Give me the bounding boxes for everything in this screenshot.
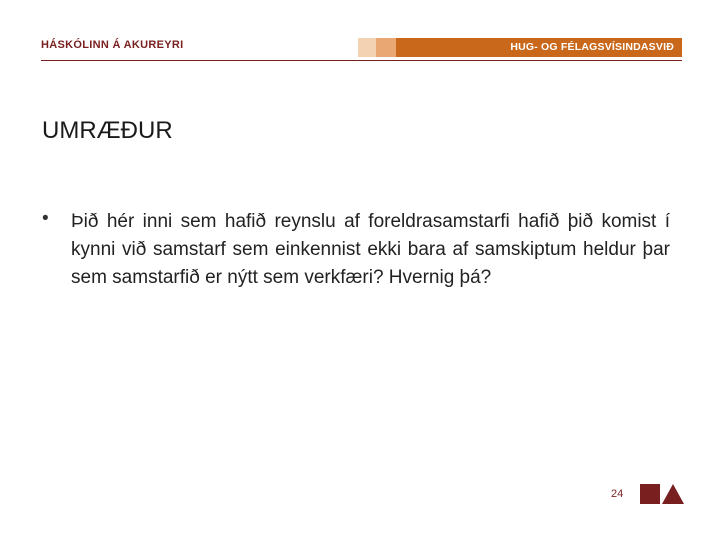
bullet-item: Þið hér inni sem hafið reynslu af foreldrasamstarfi hafið þið komist í kynni við samstarf sem einkennist ekki bara af samskiptum heldur þar sem samstarfið er nýtt sem verkfæri? Hvernig þá? bbox=[71, 211, 670, 288]
slide-title: UMRÆÐUR bbox=[42, 117, 173, 144]
faculty-name: HUG- OG FÉLAGSVÍSINDASVIÐ bbox=[510, 41, 674, 53]
bullet-list bbox=[42, 208, 670, 292]
banner-accent-mid bbox=[376, 38, 396, 57]
banner-accent-light bbox=[358, 38, 376, 57]
institution-name: HÁSKÓLINN Á AKUREYRI bbox=[41, 39, 184, 51]
page-number: 24 bbox=[611, 488, 624, 500]
bullet-marker: • bbox=[42, 208, 49, 229]
logo-square-icon bbox=[640, 484, 660, 504]
header-divider bbox=[41, 60, 682, 61]
faculty-banner bbox=[358, 38, 682, 57]
logo-triangle-icon bbox=[662, 484, 684, 504]
